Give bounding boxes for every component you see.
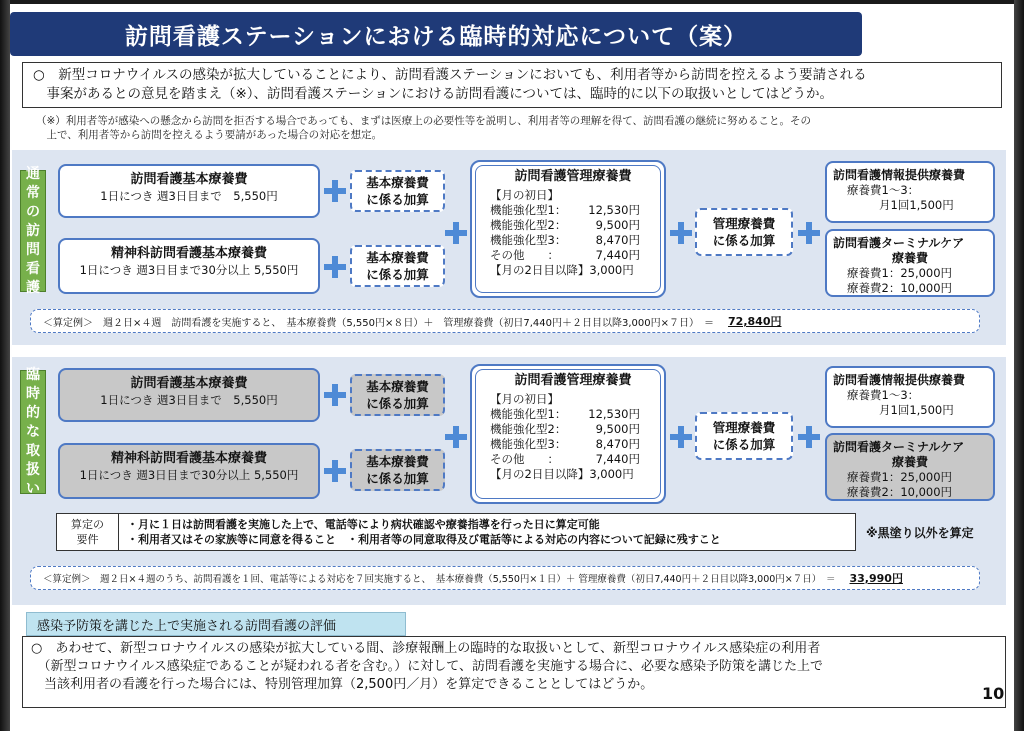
blacked-out-note: ※黒塗り以外を算定 bbox=[866, 526, 974, 540]
window-frame-right bbox=[1014, 0, 1024, 731]
basic-fee-title: 訪問看護基本療養費 bbox=[130, 376, 248, 391]
intro-line-2: 事案があるとの意見を踏まえ（※）、訪問看護ステーションにおける訪問看護については、臨時的に以下の取扱いとしてはどうか。 bbox=[33, 86, 833, 102]
plus-icon bbox=[798, 426, 820, 448]
temporary-handling-side-label: 臨 時 的 な 取 扱 い bbox=[20, 370, 46, 494]
evaluation-tab-label: 感染予防策を講じた上で実施される訪問看護の評価 bbox=[26, 612, 406, 636]
intro-line-1: ○ 新型コロナウイルスの感染が拡大していることにより、訪問看護ステーションにおいても、利用者等から訪問を控えるよう要請される bbox=[33, 67, 867, 83]
psych-basic-fee-detail: 1日につき 週3日目まで30分以上 5,550円 bbox=[79, 468, 299, 482]
basic-fee-box bbox=[58, 164, 320, 218]
plus-icon bbox=[324, 256, 346, 278]
terminal-care-fee-title: 訪問看護ターミナルケア bbox=[833, 440, 965, 454]
footnote-line-1: （※）利用者等が感染への懸念から訪問を拒否する場合であっても、まずは医療上の必要性等を説明し、利用者等の理解を得て、訪問看護の継続に努めること。その bbox=[36, 115, 811, 127]
requirements-text bbox=[119, 514, 729, 550]
psych-fee-addition-box: 基本療養費 に係る加算 bbox=[350, 245, 445, 287]
calculation-requirements-box bbox=[56, 513, 856, 551]
basic-fee-addition-box-blacked: 基本療養費 に係る加算 bbox=[350, 374, 445, 416]
info-provision-fee-amount: 月1回1,500円 bbox=[879, 403, 954, 417]
requirements-label: 算定の 要件 bbox=[57, 514, 119, 550]
management-row: その他 ： 7,440円 bbox=[490, 452, 640, 466]
management-row: 機能強化型2： 9,500円 bbox=[490, 218, 640, 232]
info-provision-fee-box bbox=[825, 161, 995, 223]
footnote bbox=[36, 114, 986, 142]
management-fee-box bbox=[470, 364, 666, 504]
plus-icon bbox=[445, 426, 467, 448]
basic-fee-box-blacked bbox=[58, 368, 320, 422]
terminal-care-fee-line: 療養費2：10,000円 bbox=[847, 485, 953, 499]
management-first-day: 【月の初日】 bbox=[490, 188, 559, 202]
terminal-care-fee-box-blacked bbox=[825, 433, 995, 501]
management-fee-title: 訪問看護管理療養費 bbox=[514, 373, 632, 388]
slide-title: 訪問看護ステーションにおける臨時的対応について（案） bbox=[124, 23, 748, 50]
info-provision-fee-box bbox=[825, 366, 995, 428]
calculation-example-temporary bbox=[30, 566, 980, 590]
calculation-text: ＜算定例＞ 週２日×４週のうち、訪問看護を１回、電話等による対応を７回実施すると、 基本療養費（5,550円×１日）＋ 管理療養費（初日7,440円＋２日目以降3,000円×７日） ＝ bbox=[43, 574, 836, 585]
evaluation-line-3: 当該利用者の看護を行った場合には、特別管理加算（2,500円／月）を算定できることとしてはどうか。 bbox=[31, 677, 654, 692]
management-fee-box bbox=[470, 160, 666, 298]
management-row: 機能強化型3： 8,470円 bbox=[490, 233, 640, 247]
evaluation-line-1: ○ あわせて、新型コロナウイルスの感染が拡大している間、診療報酬上の臨時的な取扱いとして、新型コロナウイルス感染症の利用者 bbox=[31, 641, 821, 656]
info-provision-fee-amount: 月1回1,500円 bbox=[879, 198, 954, 212]
management-row: その他 ： 7,440円 bbox=[490, 248, 640, 262]
management-row: 機能強化型3： 8,470円 bbox=[490, 437, 640, 451]
management-second-day: 【月の2日目以降】3,000円 bbox=[490, 263, 634, 277]
plus-icon bbox=[324, 460, 346, 482]
psych-basic-fee-box-blacked bbox=[58, 443, 320, 499]
terminal-care-fee-subtitle: 療養費 bbox=[891, 455, 928, 469]
evaluation-line-2: （新型コロナウイルス感染症であることが疑われる者を含む。）に対して、訪問看護を実施する場合に、必要な感染予防策を講じた上で bbox=[31, 659, 823, 674]
info-provision-fee-line: 療養費1～3： bbox=[847, 388, 920, 402]
psych-basic-fee-box bbox=[58, 238, 320, 294]
plus-icon bbox=[324, 384, 346, 406]
psych-basic-fee-detail: 1日につき 週3日目まで30分以上 5,550円 bbox=[79, 263, 299, 277]
terminal-care-fee-title: 訪問看護ターミナルケア bbox=[833, 236, 965, 250]
basic-fee-detail: 1日につき 週3日目まで 5,550円 bbox=[100, 393, 278, 407]
psych-basic-fee-title: 精神科訪問看護基本療養費 bbox=[110, 246, 267, 261]
basic-fee-title: 訪問看護基本療養費 bbox=[130, 172, 248, 187]
info-provision-fee-title: 訪問看護情報提供療養費 bbox=[833, 373, 966, 387]
plus-icon bbox=[670, 222, 692, 244]
info-provision-fee-title: 訪問看護情報提供療養費 bbox=[833, 168, 966, 182]
evaluation-box bbox=[22, 636, 1006, 708]
calculation-text: ＜算定例＞ 週２日×４週 訪問看護を実施すると、 基本療養費（5,550円×８日）＋ 管理療養費（初日7,440円＋２日目以降3,000円×７日） ＝ bbox=[43, 317, 715, 329]
requirement-line: ・利用者又はその家族等に同意を得ること ・利用者等の同意取得及び電話等による対応の内容について記録に残すこと bbox=[127, 533, 721, 546]
management-second-day: 【月の2日目以降】3,000円 bbox=[490, 467, 634, 481]
terminal-care-fee-line: 療養費1：25,000円 bbox=[847, 470, 953, 484]
requirement-line: ・月に１日は訪問看護を実施した上で、電話等により病状確認や療養指導を行った日に算定可能 bbox=[127, 518, 600, 531]
terminal-care-fee-line: 療養費1：25,000円 bbox=[847, 266, 953, 280]
plus-icon bbox=[670, 426, 692, 448]
management-fee-addition-box: 管理療養費 に係る加算 bbox=[695, 208, 793, 256]
management-first-day: 【月の初日】 bbox=[490, 392, 559, 406]
terminal-care-fee-box bbox=[825, 229, 995, 297]
calculation-example-normal bbox=[30, 309, 980, 333]
management-row: 機能強化型1： 12,530円 bbox=[490, 203, 640, 217]
terminal-care-fee-line: 療養費2：10,000円 bbox=[847, 281, 953, 295]
plus-icon bbox=[798, 222, 820, 244]
intro-box bbox=[22, 62, 1002, 108]
info-provision-fee-line: 療養費1～3： bbox=[847, 183, 920, 197]
basic-fee-addition-box: 基本療養費 に係る加算 bbox=[350, 170, 445, 212]
plus-icon bbox=[324, 180, 346, 202]
slide-title-bar bbox=[10, 12, 862, 56]
management-fee-addition-box: 管理療養費 に係る加算 bbox=[695, 412, 793, 460]
window-frame-top bbox=[0, 0, 1024, 4]
basic-fee-detail: 1日につき 週3日目まで 5,550円 bbox=[100, 189, 278, 203]
normal-visit-side-label: 通 常 の 訪 問 看 護 bbox=[20, 170, 46, 292]
window-frame-left bbox=[0, 0, 10, 731]
plus-icon bbox=[445, 222, 467, 244]
calculation-total: 33,990円 bbox=[849, 572, 903, 585]
psych-fee-addition-box-blacked: 基本療養費 に係る加算 bbox=[350, 449, 445, 491]
management-row: 機能強化型1： 12,530円 bbox=[490, 407, 640, 421]
terminal-care-fee-subtitle: 療養費 bbox=[891, 251, 928, 265]
management-row: 機能強化型2： 9,500円 bbox=[490, 422, 640, 436]
management-fee-title: 訪問看護管理療養費 bbox=[514, 169, 632, 184]
psych-basic-fee-title: 精神科訪問看護基本療養費 bbox=[110, 451, 267, 466]
page-number: 10 bbox=[982, 684, 1005, 703]
footnote-line-2: 上で、利用者等から訪問を控えるよう要請があった場合の対応を想定。 bbox=[36, 129, 383, 141]
calculation-total: 72,840円 bbox=[728, 315, 782, 328]
